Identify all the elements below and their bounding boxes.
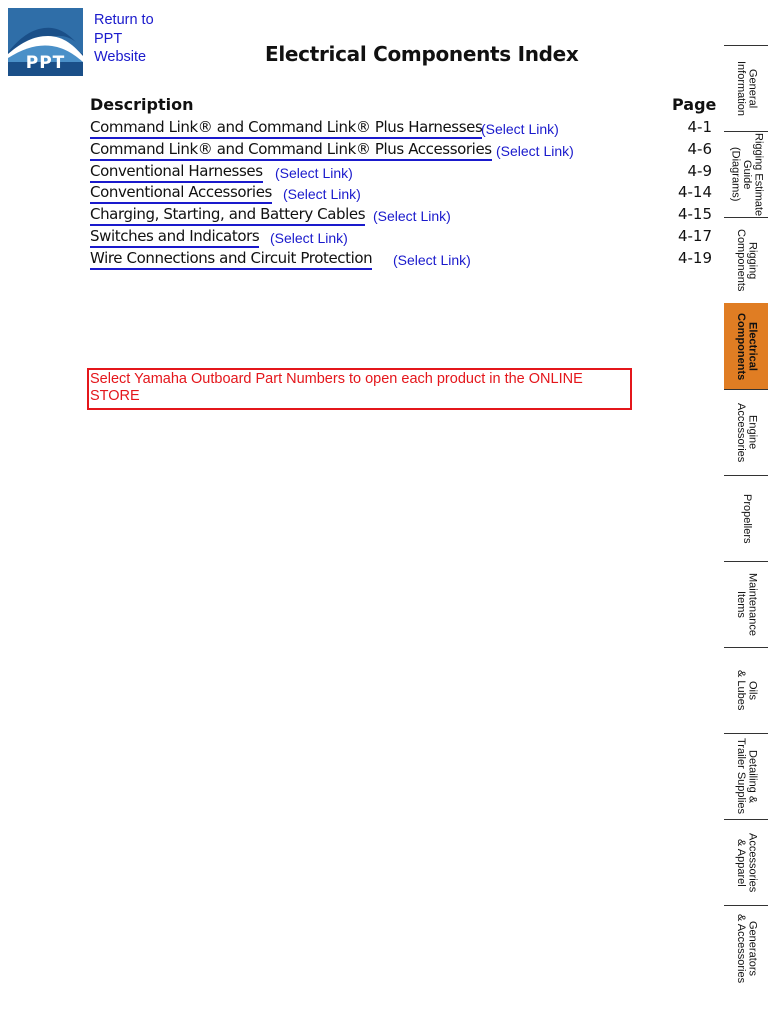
tab-engine-accessories[interactable] <box>724 389 768 475</box>
return-to-ppt-website-link[interactable]: Return to PPT Website <box>94 12 154 65</box>
index-item-link[interactable]: Switches and Indicators <box>90 227 259 248</box>
index-row <box>90 248 712 270</box>
tab-detailing-trailer-supplies[interactable] <box>724 733 768 819</box>
page-title: Electrical Components Index <box>265 42 579 66</box>
tab-label: General Information <box>735 60 759 117</box>
index-row <box>90 139 712 161</box>
index-row <box>90 117 712 139</box>
tab-oils-lubes[interactable] <box>724 647 768 733</box>
select-link[interactable]: (Select Link) <box>373 208 451 225</box>
index-row <box>90 182 712 204</box>
ppt-logo[interactable] <box>8 8 83 76</box>
index-item-link[interactable]: Charging, Starting, and Battery Cables <box>90 205 365 226</box>
select-link[interactable]: (Select Link) <box>481 121 559 137</box>
tab-rigging-components[interactable] <box>724 217 768 303</box>
page-number: 4-9 <box>687 161 712 180</box>
tab-label: Propellers <box>740 493 753 544</box>
tab-label: Rigging Components <box>735 229 759 292</box>
page-number: 4-19 <box>677 248 712 267</box>
tab-label: Electrical Components <box>735 312 759 381</box>
tab-generators-accessories[interactable] <box>724 905 768 991</box>
index-row <box>90 226 712 248</box>
description-column-header: Description <box>90 95 194 114</box>
tab-propellers[interactable] <box>724 475 768 561</box>
page-number: 4-15 <box>677 205 712 224</box>
tab-general-information[interactable] <box>724 45 768 131</box>
index-row <box>90 204 712 226</box>
tab-label: Generators & Accessories <box>735 913 759 984</box>
index-item-link[interactable]: Conventional Harnesses <box>90 162 263 183</box>
tab-label: Detailing & Trailer Supplies <box>735 738 759 815</box>
select-link[interactable]: (Select Link) <box>270 229 348 246</box>
select-link[interactable]: (Select Link) <box>283 186 361 203</box>
tab-label: Oils & Lubes <box>735 670 759 711</box>
logo-text: PPT <box>25 53 66 73</box>
online-store-notice: Select Yamaha Outboard Part Numbers to open each product in the ONLINE STORE <box>87 368 632 410</box>
page-number: 4-1 <box>687 118 712 136</box>
select-link[interactable]: (Select Link) <box>393 251 471 268</box>
tab-electrical-components[interactable] <box>724 303 768 389</box>
page-number: 4-6 <box>687 139 712 158</box>
section-tabs <box>724 45 768 991</box>
select-link[interactable]: (Select Link) <box>496 142 574 159</box>
tab-label: Rigging Estimate Guide (Diagrams) <box>729 132 765 217</box>
select-link[interactable]: (Select Link) <box>275 164 353 181</box>
tab-label: Accessories & Apparel <box>735 832 759 893</box>
index-item-link[interactable]: Wire Connections and Circuit Protection <box>90 249 372 270</box>
tab-rigging-estimate-guide[interactable] <box>724 131 768 217</box>
index-list <box>90 117 712 270</box>
index-item-link[interactable]: Conventional Accessories <box>90 183 272 204</box>
index-item-link[interactable]: Command Link® and Command Link® Plus Accessories <box>90 140 492 161</box>
tab-label: Engine Accessories <box>735 402 759 463</box>
index-item-link[interactable]: Command Link® and Command Link® Plus Harnesses <box>90 118 482 139</box>
page-column-header: Page <box>672 95 717 114</box>
index-row <box>90 161 712 183</box>
tab-accessories-apparel[interactable] <box>724 819 768 905</box>
tab-maintenance-items[interactable] <box>724 561 768 647</box>
page-number: 4-17 <box>677 226 712 245</box>
tab-label: Maintenance Items <box>735 573 759 636</box>
page-number: 4-14 <box>677 183 712 202</box>
